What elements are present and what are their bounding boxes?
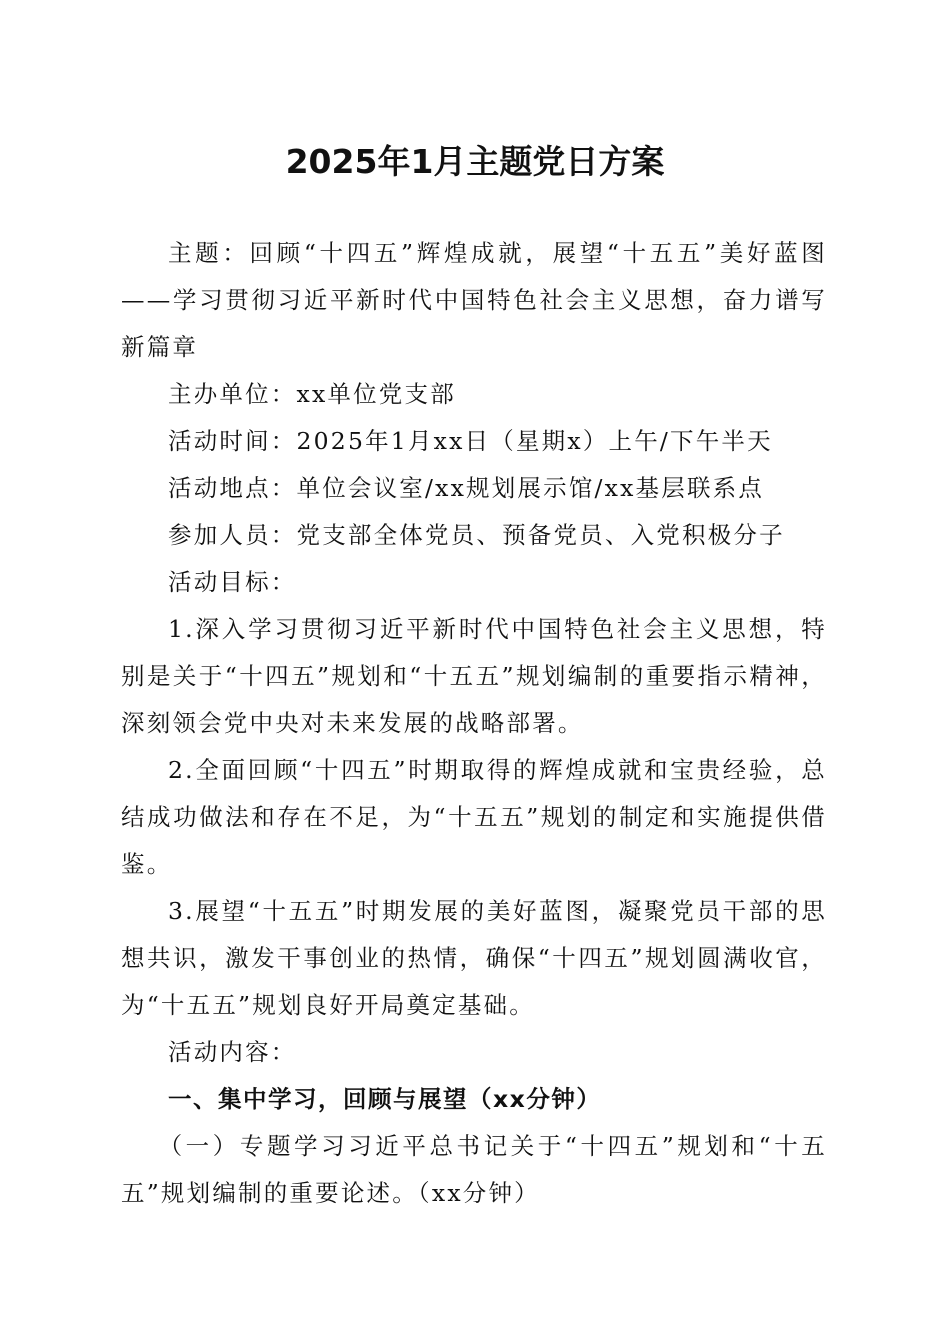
goal-item-3: 3.展望“十五五”时期发展的美好蓝图，凝聚党员干部的思想共识，激发干事创业的热情，确保“十四五”规划圆满收官，为“十五五”规划良好开局奠定基础。 [121,897,827,1019]
goal-item-2: 2.全面回顾“十四五”时期取得的辉煌成就和宝贵经验，总结成功做法和存在不足，为“十五五”规划的制定和实施提供借鉴。 [121,756,827,878]
participants-paragraph: 参加人员：党支部全体党员、预备党员、入党积极分子 [168,521,785,549]
section-heading-1: 一、集中学习，回顾与展望（xx分钟） [168,1085,602,1113]
subsection-heading-1: （一）专题学习习近平总书记关于“十四五”规划和“十五五”规划编制的重要论述。（xx分钟） [121,1132,827,1207]
document-body [121,230,827,1217]
theme-paragraph: 主题：回顾“十四五”辉煌成就，展望“十五五”美好蓝图——学习贯彻习近平新时代中国特色社会主义思想，奋力谱写新篇章 [121,239,827,361]
organizer-paragraph: 主办单位：xx单位党支部 [168,380,456,408]
goals-label: 活动目标： [168,568,297,596]
goal-item-1: 1.深入学习贯彻习近平新时代中国特色社会主义思想，特别是关于“十四五”规划和“十五五”规划编制的重要指示精神，深刻领会党中央对未来发展的战略部署。 [121,615,827,737]
document-title: 2025年1月主题党日方案 [285,142,665,181]
content-label: 活动内容： [168,1038,297,1066]
location-paragraph: 活动地点：单位会议室/xx规划展示馆/xx基层联系点 [168,474,765,502]
time-paragraph: 活动时间：2025年1月xx日（星期x）上午/下午半天 [168,427,773,455]
